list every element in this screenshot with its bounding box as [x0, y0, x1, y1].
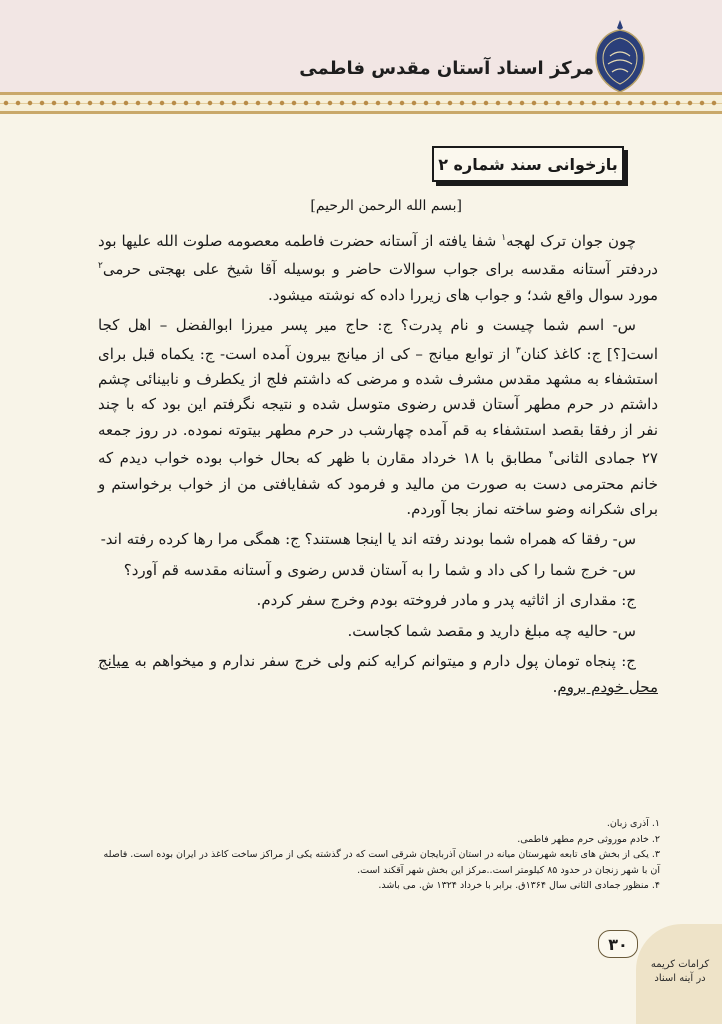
- underlined-phrase: میانج محل خودم بروم: [98, 652, 658, 696]
- footnote-3: ۳. یکی از بخش های تابعه شهرستان میانه در استان آذربایجان شرقی است که در گذشته یکی از مراکز ساخت کاغذ در ایران بوده است. فاصله آن با شهر زنجان در حدود ۸۵ کیلومتر است..مرکز این بخش شهر آقکند است.: [103, 849, 660, 876]
- footnote-ref-2: ۲: [98, 261, 103, 272]
- header-title: مرکز اسناد آستان مقدس فاطمی: [299, 58, 594, 79]
- shrine-dome-emblem-icon: [590, 18, 650, 94]
- footnote-2: ۲. خادم موروثی حرم مطهر فاطمی.: [517, 833, 660, 845]
- footnote-ref-3: ۳: [515, 345, 521, 356]
- page-header: [0, 0, 722, 92]
- footnote-1: ۱. آذری زبان.: [606, 818, 660, 829]
- decorative-border: [0, 92, 722, 114]
- paragraph-4: س- خرج شما را کی داد و شما را به آستان قدس رضوی و آستانه مقدسه قم آورد؟: [123, 560, 636, 579]
- bismillah-heading: [بسم الله الرحمن الرحیم]: [310, 198, 462, 214]
- page-number: ۳۰: [598, 930, 638, 958]
- footnotes: [100, 816, 660, 894]
- book-title: کرامات کریمه در آینه اسناد: [650, 959, 710, 984]
- paragraph-6: س- حالیه چه مبلغ دارید و مقصد شما کجاست.: [347, 621, 636, 640]
- paragraph-3: س- رفقا که همراه شما بودند رفته اند یا اینجا هستند؟ ج: همگی مرا رها کرده رفته اند-: [100, 530, 636, 549]
- paragraph-2: س- اسم شما چیست و نام پدرت؟ ج: حاج میر پسر میرزا ابوالفضل – اهل کجا است[؟] ج: کاغذ کنان$^۳$ از توابع میانج – کی از میانج بیرون آمده است- ج: یکماه قبل برای استشفاء به مشهد مقدس مشرف شده و مرضی که داشتم فلج از یکطرف و نابینائی چشم داشتم در حرم مطهر آستان قدس رضوی متوسل شده و نتیجه نگرفتم این بود که با چند نفر از رفقا بقصد استشفاء به قم آمده چهارشب در حرم مطهر بیتوته نموده. در روز جمعه ۲۷ جمادی الثانی$^۴$ مطابق با ۱۸ خرداد مقارن با ظهر که بحال خواب بوده خواب دیدم که خانم محترمی دست به صورت من مالید و فرمود که شفایافتی من از خواب برخواستم و برای شکرانه وضو ساخته نماز بجا آوردم.: [98, 316, 658, 519]
- footnote-4: ۴. منظور جمادی الثانی سال ۱۳۶۴ق. برابر با خرداد ۱۳۲۴ ش. می باشد.: [378, 880, 660, 891]
- section-title-box: [432, 146, 624, 182]
- section-title: بازخوانی سند شماره ۲: [438, 154, 618, 174]
- paragraph-5: ج: مقداری از اثاثیه پدر و مادر فروخته بودم وخرج سفر کردم.: [256, 591, 636, 610]
- paragraph-7: ج: پنجاه تومان پول دارم و میتوانم کرایه کنم ولی خرج سفر ندارم و میخواهم به میانج محل خودم بروم.: [98, 652, 658, 696]
- document-body: [98, 226, 658, 705]
- footnote-ref-1: ۱: [501, 233, 507, 243]
- footnote-ref-4: ۴: [548, 450, 554, 461]
- paragraph-1: چون جوان ترک لهجه$^۱$ شفا یافته از آستانه حضرت فاطمه معصومه صلوت الله علیها بود دردفتر آستانه مقدسه برای جواب سوالات حاضر و بوسیله آقا شیخ علی بهجتی حرمی$^۲$ مورد سوال واقع شد؛ و جواب های زیررا داده که نوشته میشود.: [98, 232, 658, 304]
